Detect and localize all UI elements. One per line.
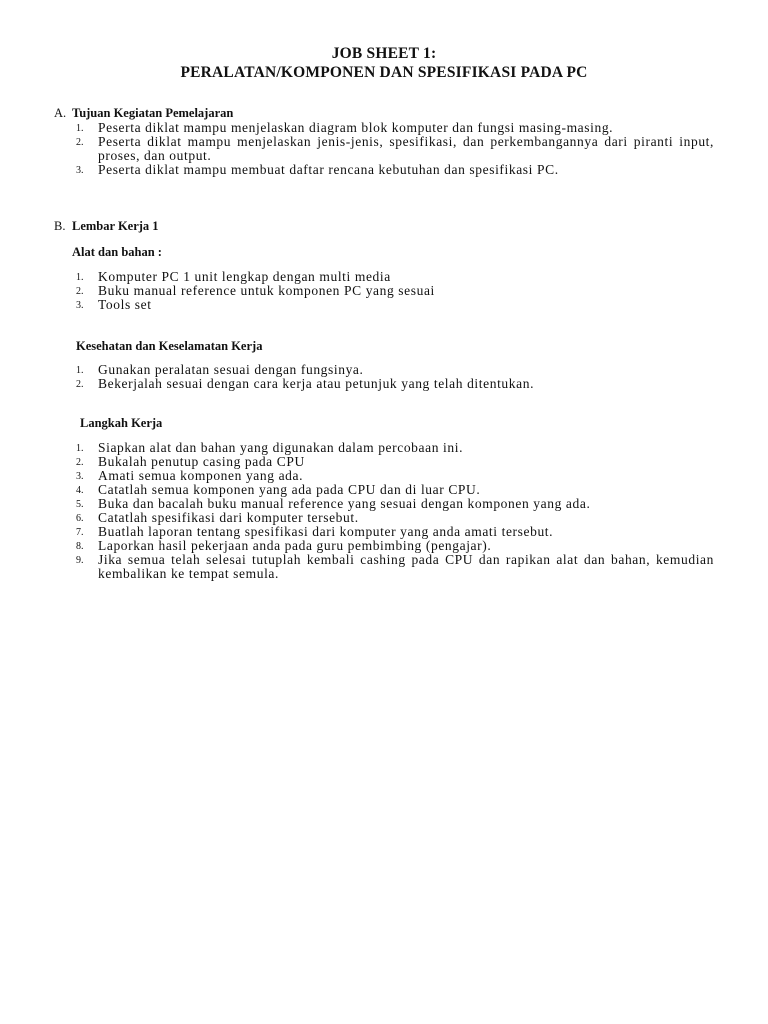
list-item: 1. Gunakan peralatan sesuai dengan fungsinya. [76, 362, 364, 377]
list-item: 6. Catatlah spesifikasi dari komputer tersebut. [76, 510, 359, 525]
list-item: 2. Peserta diklat mampu menjelaskan jenis-jenis, spesifikasi, dan perkembangannya dari piranti input, proses, dan output. [76, 134, 714, 163]
k3-heading: Kesehatan dan Keselamatan Kerja [76, 339, 263, 353]
section-b-letter: B. [54, 219, 66, 233]
list-item: 7. Buatlah laporan tentang spesifikasi dari komputer yang anda amati tersebut. [76, 524, 554, 539]
list-item: 4. Catatlah semua komponen yang ada pada CPU dan di luar CPU. [76, 482, 481, 497]
list-item: 1. Komputer PC 1 unit lengkap dengan multi media [76, 269, 391, 284]
list-item: 2. Bukalah penutup casing pada CPU [76, 454, 305, 469]
list-item: 1. Siapkan alat dan bahan yang digunakan dalam percobaan ini. [76, 440, 464, 455]
list-item: 3. Peserta diklat mampu membuat daftar rencana kebutuhan dan spesifikasi PC. [76, 162, 559, 177]
list-item: 8. Laporkan hasil pekerjaan anda pada guru pembimbing (pengajar). [76, 538, 492, 553]
langkah-heading: Langkah Kerja [80, 416, 163, 430]
section-a-title: Tujuan Kegiatan Pemelajaran [72, 106, 234, 120]
doc-subtitle: PERALATAN/KOMPONEN DAN SPESIFIKASI PADA PC [180, 64, 588, 81]
list-item: 5. Buka dan bacalah buku manual reference yang sesuai dengan komponen yang ada. [76, 496, 591, 511]
alat-list [76, 270, 714, 312]
section-a-letter: A. [54, 106, 67, 120]
section-b-title: Lembar Kerja 1 [72, 219, 159, 233]
section-b-heading [54, 219, 159, 234]
langkah-list [76, 441, 714, 581]
alat-heading: Alat dan bahan : [72, 245, 162, 259]
list-item: 2. Buku manual reference untuk komponen PC yang sesuai [76, 283, 435, 298]
objectives-list [76, 121, 714, 177]
list-item: 2. Bekerjalah sesuai dengan cara kerja atau petunjuk yang telah ditentukan. [76, 376, 535, 391]
list-item: 9. Jika semua telah selesai tutuplah kembali cashing pada CPU dan rapikan alat dan bahan, kemudian kembalikan ke tempat semula. [76, 552, 714, 581]
list-item: 3. Amati semua komponen yang ada. [76, 468, 304, 483]
list-item: 1. Peserta diklat mampu menjelaskan diagram blok komputer dan fungsi masing-masing. [76, 120, 614, 135]
list-item: 3. Tools set [76, 297, 152, 312]
k3-list [76, 363, 714, 391]
doc-title: JOB SHEET 1: [331, 45, 437, 62]
section-a-heading [54, 106, 233, 121]
